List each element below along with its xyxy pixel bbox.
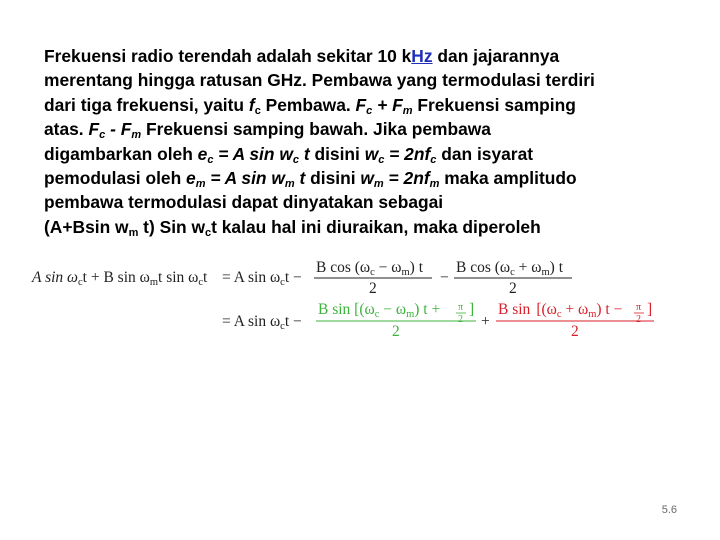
subscript: m	[429, 177, 440, 190]
formula-text: t	[298, 143, 310, 164]
math-text: t + B sin ω	[82, 269, 150, 286]
math-text: + ω	[514, 259, 542, 276]
text-span: t kalau hal ini diuraikan, maka diperoleh	[211, 216, 541, 237]
math-subscript: c	[370, 267, 375, 278]
text-span: dan jajarannya	[432, 46, 560, 66]
formula-fc-minus-fm	[88, 119, 142, 142]
plus-sign: +	[481, 313, 490, 330]
text-span: Frekuensi samping	[412, 94, 576, 115]
subscript: m	[402, 104, 413, 117]
fraction-4-numerator	[498, 301, 622, 320]
formula-ec	[198, 144, 310, 164]
symbol-w: w	[360, 167, 374, 188]
math-subscript: c	[280, 321, 285, 332]
formula-text: = 2nf	[384, 143, 431, 164]
formula-em	[186, 168, 305, 188]
math-subscript: c	[556, 309, 562, 320]
text-span: dan isyarat	[436, 143, 534, 164]
symbol-f: f	[248, 94, 255, 115]
text-span: disini	[305, 167, 361, 188]
formula-text: = 2nf	[383, 167, 430, 188]
math-subscript: m	[588, 309, 597, 320]
text-span: Pembawa.	[260, 94, 356, 115]
operator: +	[372, 94, 393, 115]
paragraph-line-2: merentang hingga ratusan GHz. Pembawa yang termodulasi terdiri	[44, 70, 595, 91]
math-subscript: c	[77, 277, 83, 288]
math-text: ) t	[549, 259, 564, 276]
equation-row1-eq	[222, 269, 302, 288]
math-text: − ω	[379, 301, 407, 318]
formula-text: = A sin w	[213, 143, 293, 164]
math-subscript: c	[280, 277, 285, 288]
math-text: t sin ω	[158, 269, 199, 286]
subscript: c	[254, 104, 261, 117]
math-text: B sin	[498, 301, 531, 318]
fraction-4-denominator: 2	[571, 323, 579, 340]
pi-symbol: π	[636, 302, 642, 313]
subscript: c	[292, 153, 299, 166]
minus-sign: −	[440, 269, 449, 286]
symbol-e: e	[186, 167, 196, 188]
fraction-1-denominator: 2	[369, 280, 377, 297]
math-text: ) t +	[414, 301, 441, 318]
math-subscript: m	[541, 267, 550, 278]
closing-bracket: ]	[469, 301, 475, 318]
slide-number: 5.6	[661, 504, 677, 516]
math-text: A sin ω	[32, 269, 78, 286]
subscript: m	[373, 177, 384, 190]
subscript: c	[366, 104, 373, 117]
subscript: m	[284, 177, 295, 190]
math-text: + ω	[561, 301, 589, 318]
math-subscript: m	[401, 267, 410, 278]
text-span: t) Sin w	[138, 216, 206, 237]
math-text: t	[203, 269, 208, 286]
math-subscript: c	[198, 277, 204, 288]
text-span: Frekuensi radio terendah adalah sekitar 10 k	[44, 46, 412, 66]
text-span: pemodulasi oleh	[44, 167, 187, 188]
symbol-F: F	[392, 94, 403, 115]
formula-text: t	[294, 167, 306, 188]
formula-wm	[360, 168, 439, 188]
paragraph-line-7: pembawa termodulasi dapat dinyatakan sebagai	[44, 192, 444, 213]
equation-lhs	[31, 269, 208, 288]
subscript: m	[128, 226, 139, 239]
pi-denominator: 2	[458, 314, 463, 325]
symbol-w: w	[364, 143, 379, 164]
operator: -	[105, 119, 121, 140]
math-text: = A sin ω	[222, 313, 281, 330]
symbol-e: e	[197, 143, 208, 164]
symbol-F: F	[120, 119, 132, 140]
subscript: c	[99, 129, 106, 142]
text-span: dari tiga frekuensi, yaitu	[44, 94, 249, 115]
text-span: (A+Bsin w	[44, 216, 129, 237]
symbol-F: F	[88, 119, 100, 140]
subscript: m	[195, 177, 206, 190]
math-text: t −	[284, 313, 302, 330]
math-text: ) t	[409, 259, 424, 276]
math-text: = A sin ω	[222, 269, 281, 286]
fraction-2-denominator: 2	[509, 280, 517, 297]
paragraph-line-4	[44, 117, 684, 141]
subscript: c	[207, 153, 214, 166]
paragraph-line-5	[44, 142, 684, 166]
fraction-2-numerator	[456, 259, 564, 278]
math-text: B sin [(ω	[318, 301, 375, 318]
subscript: m	[131, 129, 142, 142]
formula-text: = A sin w	[205, 167, 285, 188]
text-span: maka amplitudo	[439, 167, 577, 188]
math-text: − ω	[374, 259, 402, 276]
paragraph-line-1	[44, 44, 684, 68]
formula-wc	[365, 144, 437, 164]
subscript: c	[378, 153, 385, 166]
math-text: B cos (ω	[316, 259, 371, 276]
text-span: digambarkan oleh	[44, 143, 198, 164]
math-subscript: m	[149, 277, 159, 288]
fraction-1-numerator	[316, 259, 424, 278]
math-text: [(ω	[536, 301, 557, 318]
paragraph-line-3	[44, 93, 684, 117]
pi-denominator: 2	[636, 314, 641, 325]
formula-fc-plus-fm	[356, 95, 413, 115]
fraction-3-numerator	[318, 301, 440, 320]
paragraph-line-8	[44, 215, 684, 239]
math-text: B cos (ω	[456, 259, 511, 276]
text-span: disini	[309, 143, 365, 164]
subscript: c	[430, 153, 437, 166]
subscript: c	[205, 226, 212, 239]
equation-image	[0, 250, 720, 350]
math-subscript: c	[374, 309, 380, 320]
paragraph-line-6	[44, 166, 684, 190]
math-text: ) t −	[596, 301, 623, 318]
hz-link[interactable]: Hz	[411, 46, 433, 66]
text-span: Frekuensi samping bawah. Jika pembawa	[141, 119, 491, 140]
text-span: atas.	[44, 119, 89, 140]
closing-bracket: ]	[647, 301, 653, 318]
math-subscript: c	[510, 267, 515, 278]
math-text: t −	[284, 269, 302, 286]
symbol-F: F	[355, 94, 367, 115]
math-subscript: m	[406, 309, 415, 320]
equation-row2-eq	[222, 313, 302, 332]
fraction-3-denominator: 2	[392, 323, 400, 340]
pi-symbol: π	[458, 302, 464, 313]
body-paragraph	[44, 44, 684, 239]
